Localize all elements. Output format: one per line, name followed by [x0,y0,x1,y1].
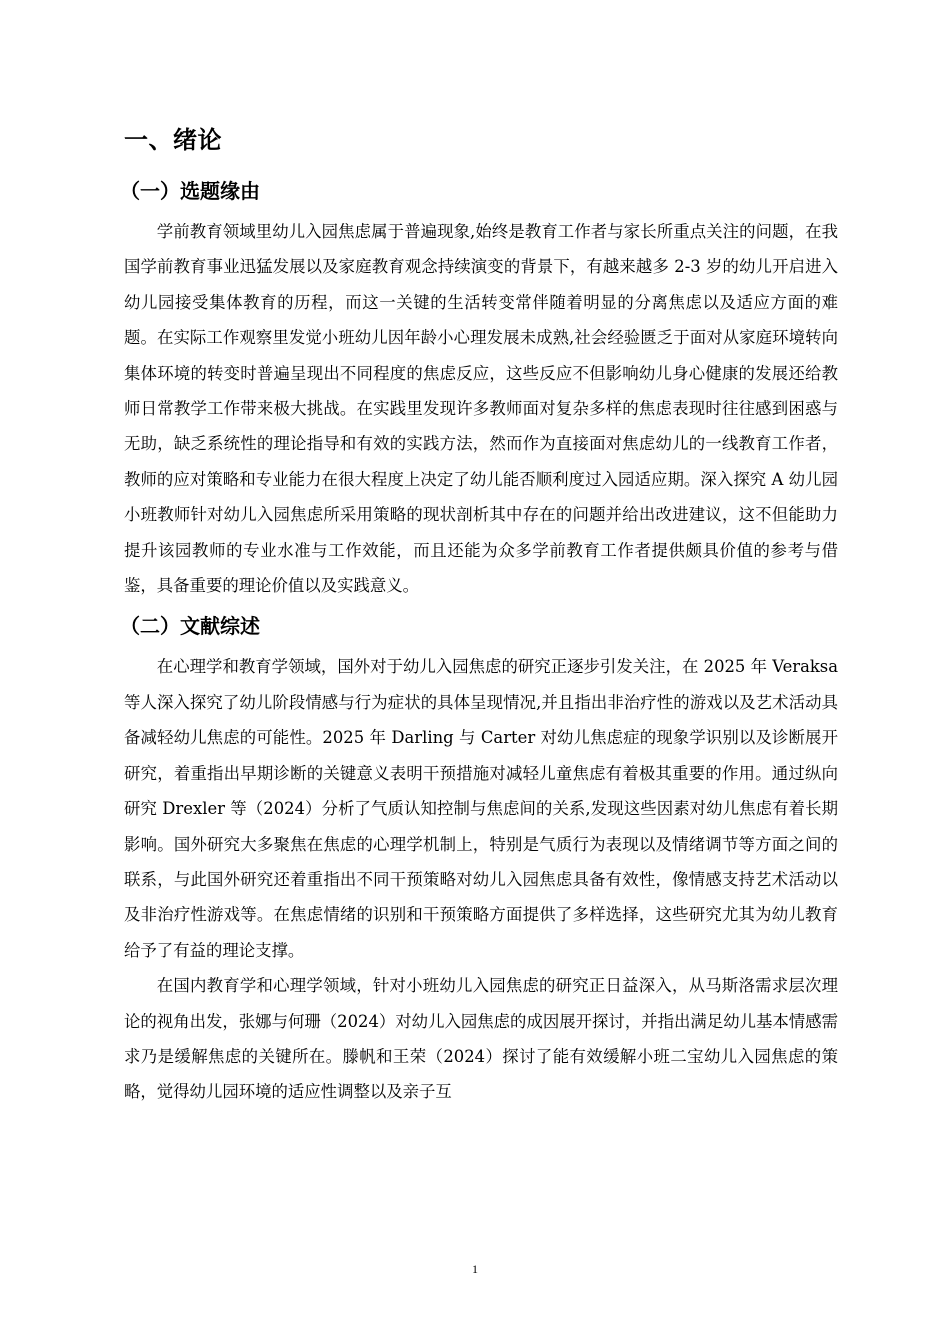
paragraph-domestic-research: 在国内教育学和心理学领域，针对小班幼儿入园焦虑的研究正日益深入，从马斯洛需求层次理论的视角出发，张娜与何珊（2024）对幼儿入园焦虑的成因展开探讨，并指出满足幼儿基本情感需求乃是缓解焦虑的关键所在。滕帆和王荣（2024）探讨了能有效缓解小班二宝幼儿入园焦虑的策略，觉得幼儿园环境的适应性调整以及亲子互 [124,976,838,1102]
paragraph-topic-origin: 学前教育领域里幼儿入园焦虑属于普遍现象,始终是教育工作者与家长所重点关注的问题，在我国学前教育事业迅猛发展以及家庭教育观念持续演变的背景下，有越来越多 2-3 岁的幼儿开启进入幼儿园接受集体教育的历程，而这一关键的生活转变常伴随着明显的分离焦虑以及适应方面的难题。在实际工作观察里发觉小班幼儿因年龄小心理发展未成熟,社会经验匮乏于面对从家庭环境转向集体环境的转变时普遍呈现出不同程度的焦虑反应，这些反应不但影响幼儿身心健康的发展还给教师日常教学工作带来极大挑战。在实践里发现许多教师面对复杂多样的焦虑表现时往往感到困惑与无助，缺乏系统性的理论指导和有效的实践方法，然而作为直接面对焦虑幼儿的一线教育工作者，教师的应对策略和专业能力在很大程度上决定了幼儿能否顺利度过入园适应期。深入探究 A 幼儿园小班教师针对幼儿入园焦虑所采用策略的现状剖析其中存在的问题并给出改进建议，这不但能助力提升该园教师的专业水准与工作效能，而且还能为众多学前教育工作者提供颇具价值的参考与借鉴，具备重要的理论价值以及实践意义。 [124,222,838,596]
paragraph-foreign-research: 在心理学和教育学领域，国外对于幼儿入园焦虑的研究正逐步引发关注，在 2025 年 Veraksa 等人深入探究了幼儿阶段情感与行为症状的具体呈现情况,并且指出非治疗性的游戏以及艺术活动具备减轻幼儿焦虑的可能性。2025 年 Darling 与 Carter 对幼儿焦虑症的现象学识别以及诊断展开研究，着重指出早期诊断的关键意义表明干预措施对减轻儿童焦虑有着极其重要的作用。通过纵向研究 Drexler 等（2024）分析了气质认知控制与焦虑间的关系,发现这些因素对幼儿焦虑有着长期影响。国外研究大多聚焦在焦虑的心理学机制上，特别是气质行为表现以及情绪调节等方面之间的联系，与此国外研究还着重指出不同干预策略对幼儿入园焦虑具备有效性，像情感支持艺术活动以及非治疗性游戏等。在焦虑情绪的识别和干预策略方面提供了多样选择，这些研究尤其为幼儿教育给予了有益的理论支撑。 [124,657,838,960]
page-number: 1 [472,1262,478,1276]
section-heading-literature-review: （二）文献综述 [120,614,260,639]
page-content [120,118,838,1110]
section-heading-topic-origin: （一）选题缘由 [120,179,260,203]
chapter-heading: 一、绪论 [124,126,222,154]
